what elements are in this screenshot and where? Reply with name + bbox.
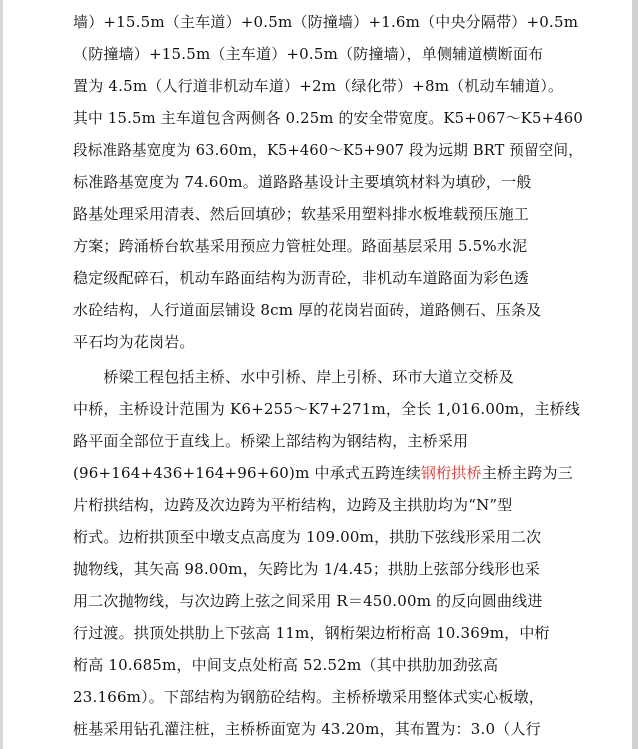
text-line: 其中 15.5m 主车道包含两侧各 0.25m 的安全带宽度。K5+067～K5+460	[73, 109, 584, 127]
text-line: 标准路基宽度为 74.60m。道路路基设计主要填筑材料为填砂，一般	[73, 173, 532, 191]
text-segment: 主桥主跨为三	[481, 464, 573, 482]
text-line: 桥梁工程包括主桥、水中引桥、岸上引桥、环市大道立交桥及	[73, 368, 514, 386]
text-line: 墙）+15.5m（主车道）+0.5m（防撞墙）+1.6m（中央分隔带）+0.5m	[73, 13, 579, 31]
text-line: 方案；跨涌桥台软基采用预应力管桩处理。路面基层采用 5.5%水泥	[73, 237, 528, 255]
text-line: 段标准路基宽度为 63.60m，K5+460～K5+907 段为远期 BRT 预留空间，	[73, 141, 583, 159]
text-line: 中桥，主桥设计范围为 K6+255～K7+271m，全长 1,016.00m，主桥线	[73, 400, 581, 418]
text-line: 23.166m）。下部结构为钢筋砼结构。主桥桥墩采用整体式实心板墩，	[73, 688, 545, 706]
text-line	[73, 463, 573, 483]
text-line: 路平面全部位于直线上。桥梁上部结构为钢结构，主桥采用	[73, 432, 469, 450]
text-line: 稳定级配碎石，机动车路面结构为沥青砼，非机动车道路面为彩色透	[73, 269, 530, 287]
text-line: 水砼结构，人行道面层铺设 8cm 厚的花岗岩面砖，道路侧石、压条及	[73, 301, 542, 319]
text-line: 平石均为花岗岩。	[73, 333, 195, 351]
text-line: 桁高 10.685m，中间支点处桁高 52.52m（其中拱肋加劲弦高	[73, 656, 499, 674]
highlighted-term: 钢桁拱桥	[420, 464, 482, 482]
text-line: 置为 4.5m（人行道非机动车道）+2m（绿化带）+8m（机动车辅道）。	[73, 77, 564, 95]
text-line: 桩基采用钻孔灌注桩，主桥桥面宽为 43.20m，其布置为：3.0（人行	[73, 720, 541, 738]
text-line: 桁式。边桁拱顶至中墩支点高度为 109.00m，拱肋下弦线形采用二次	[73, 528, 542, 546]
text-line: （防撞墙）+15.5m（主车道）+0.5m（防撞墙），单侧辅道横断面布	[73, 45, 544, 63]
text-line: 片桁拱结构，边跨及次边跨为平桁结构，边跨及主拱肋均为“N”型	[73, 496, 513, 514]
text-line: 用二次抛物线，与次边跨上弦之间采用 R＝450.00m 的反向圆曲线进	[73, 592, 543, 610]
text-line: 行过渡。拱顶处拱肋上下弦高 11m，钢桁架边桁桁高 10.369m，中桁	[73, 624, 550, 642]
text-segment: (96+164+436+164+96+60)m 中承式五跨连续	[73, 464, 421, 482]
text-line: 抛物线，其矢高 98.00m，矢跨比为 1/4.45；拱肋上弦部分线形也采	[73, 560, 541, 578]
text-line: 路基处理采用清表、然后回填砂；软基采用塑料排水板堆载预压施工	[73, 205, 530, 223]
